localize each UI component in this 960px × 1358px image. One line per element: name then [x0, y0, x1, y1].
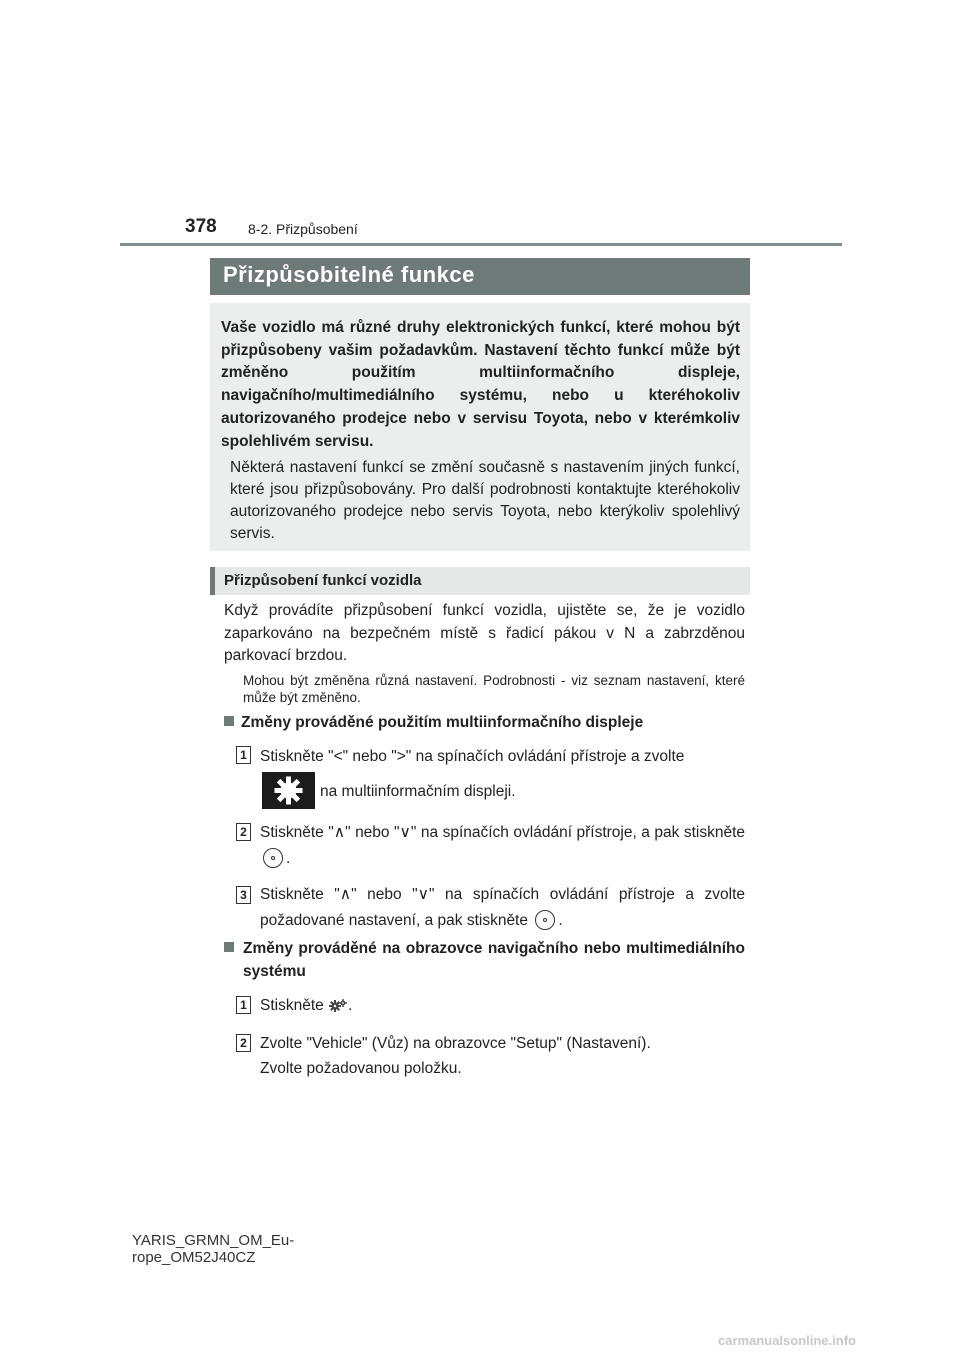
- step-number: 3: [236, 886, 251, 904]
- subheading-bar: [210, 567, 750, 595]
- step-number: 2: [236, 823, 251, 841]
- step-number: 1: [236, 996, 251, 1014]
- section2-heading-text: Změny prováděné na obrazovce navigačního nebo multimediálního systému: [243, 940, 745, 980]
- step-text-b: .: [558, 912, 563, 929]
- section-label: 8-2. Přizpůsobení: [248, 221, 358, 237]
- watermark: carmanualsonline.info: [718, 1333, 856, 1348]
- paragraph: Když provádíte přizpůsobení funkcí vozidla, ujistěte se, že je vozidlo zaparkováno na bezpečném místě s řadicí pákou v N a zabrzděnou parkovací brzdou.: [224, 602, 745, 664]
- bullet-square-icon: [224, 716, 234, 726]
- intro-bold-text: Vaše vozidlo má různé druhy elektronických funkcí, které mohou být přizpůsobeny vašim požadavkům. Nastavení těchto funkcí může být změněno použitím multiinformačního displeje, navigačního/multimediálního systému, nebo u kteréhokoliv autorizovaného prodejce nebo v servisu Toyota, nebo v kterémkoliv spolehlivém servisu.: [221, 319, 740, 450]
- step-text-line: Zvolte "Vehicle" (Vůz) na obrazovce "Setup" (Nastavení).: [260, 1035, 651, 1052]
- footer-line: YARIS_GRMN_OM_Eu-: [132, 1232, 295, 1249]
- page-number: 378: [185, 216, 217, 237]
- step-text-b: .: [348, 997, 353, 1014]
- step-text: [260, 882, 745, 934]
- footer: [132, 1232, 294, 1266]
- step-text-line: Zvolte požadovanou položku.: [260, 1060, 462, 1077]
- subheading-text: Přizpůsobení funkcí vozidla: [224, 572, 422, 589]
- gear-icon: [262, 772, 315, 809]
- step-text-a: Stiskněte: [260, 997, 324, 1014]
- step-text: [260, 744, 745, 770]
- step-text: [260, 1031, 745, 1081]
- step-text-b: na multiinformačním displeji.: [320, 783, 516, 800]
- intro-box: [210, 303, 750, 551]
- section1-heading: [224, 711, 745, 734]
- step-text-a: Stiskněte "∧" nebo "∨" na spínačích ovládání přístroje a zvolte požadované nastavení, a pak stiskněte: [260, 886, 745, 929]
- step-text-b: .: [286, 850, 291, 867]
- bullet-square-icon: [224, 942, 234, 952]
- title-bar: [210, 258, 750, 295]
- step-number: 1: [236, 746, 251, 764]
- subheading-accent: [210, 567, 215, 595]
- header-rule: [120, 243, 842, 246]
- step-number: 2: [236, 1034, 251, 1052]
- section2-heading: [224, 937, 745, 983]
- step-text: [260, 993, 745, 1019]
- step-text: [260, 820, 745, 872]
- step-text-a: Stiskněte "<" nebo ">" na spínačích ovládání přístroje a zvolte: [260, 748, 685, 765]
- intro-note-text: Některá nastavení funkcí se změní současně s nastavením jiných funkcí, které jsou přizpůsobovány. Pro další podrobnosti kontaktujte kteréhokoliv autorizovaného prodejce nebo servis Toyota, nebo kterýkoliv spolehlivý servis.: [230, 459, 740, 542]
- ok-button-icon: [535, 910, 555, 930]
- note: Mohou být změněna různá nastavení. Podrobnosti - viz seznam nastavení, které může být změněno.: [243, 673, 745, 705]
- section1-heading-text: Změny prováděné použitím multiinformačního displeje: [241, 714, 644, 731]
- step-text-a: Stiskněte "∧" nebo "∨" na spínačích ovládání přístroje, a pak stiskněte: [260, 824, 745, 841]
- ok-button-icon: [263, 848, 283, 868]
- page-title: Přizpůsobitelné funkce: [223, 262, 475, 287]
- footer-line: rope_OM52J40CZ: [132, 1249, 256, 1266]
- settings-gears-icon: [328, 995, 348, 1009]
